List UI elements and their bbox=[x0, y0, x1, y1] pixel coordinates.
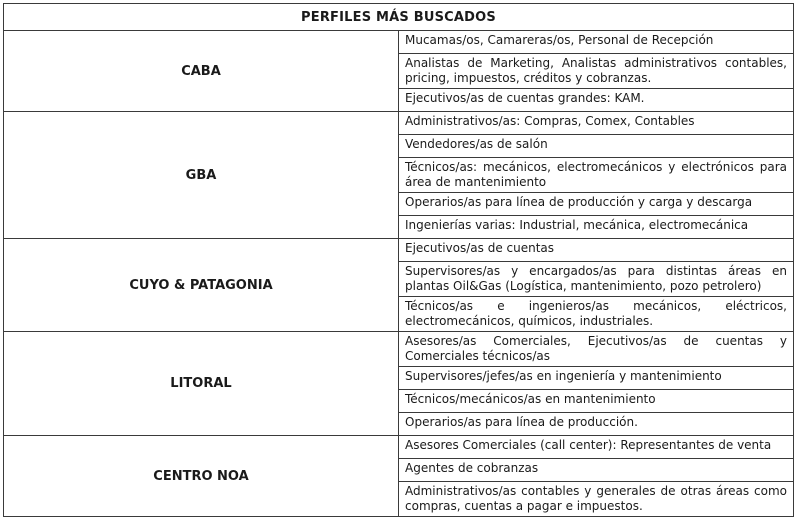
profile-item: Asesores Comerciales (call center): Representantes de venta bbox=[399, 436, 794, 459]
table-title: PERFILES MÁS BUSCADOS bbox=[4, 4, 794, 31]
profile-item: Técnicos/mecánicos/as en mantenimiento bbox=[399, 390, 794, 413]
profile-item: Técnicos/as: mecánicos, electromecánicos y electrónicos para área de mantenimiento bbox=[399, 158, 794, 193]
table-row bbox=[4, 239, 794, 262]
profile-item: Operarios/as para línea de producción. bbox=[399, 413, 794, 436]
region-centro-noa: CENTRO NOA bbox=[4, 436, 399, 517]
region-litoral: LITORAL bbox=[4, 332, 399, 436]
region-gba: GBA bbox=[4, 112, 399, 239]
table-header-row bbox=[4, 4, 794, 31]
table-row bbox=[4, 31, 794, 54]
profile-item: Operarios/as para línea de producción y carga y descarga bbox=[399, 193, 794, 216]
profile-item: Administrativos/as contables y generales de otras áreas como compras, cuentas a pagar e impuestos. bbox=[399, 482, 794, 517]
profile-item: Supervisores/as y encargados/as para distintas áreas en plantas Oil&Gas (Logística, mantenimiento, pozo petrolero) bbox=[399, 262, 794, 297]
table-row bbox=[4, 436, 794, 459]
profile-item: Ejecutivos/as de cuentas grandes: KAM. bbox=[399, 89, 794, 112]
region-cuyo-patagonia: CUYO & PATAGONIA bbox=[4, 239, 399, 332]
profiles-table bbox=[3, 3, 794, 517]
table-row bbox=[4, 332, 794, 367]
profile-item: Administrativos/as: Compras, Comex, Contables bbox=[399, 112, 794, 135]
profile-item: Supervisores/jefes/as en ingeniería y mantenimiento bbox=[399, 367, 794, 390]
profile-item: Mucamas/os, Camareras/os, Personal de Recepción bbox=[399, 31, 794, 54]
table-row bbox=[4, 112, 794, 135]
region-caba: CABA bbox=[4, 31, 399, 112]
profile-item: Asesores/as Comerciales, Ejecutivos/as de cuentas y Comerciales técnicos/as bbox=[399, 332, 794, 367]
profile-item: Analistas de Marketing, Analistas administrativos contables, pricing, impuestos, créditos y cobranzas. bbox=[399, 54, 794, 89]
profile-item: Agentes de cobranzas bbox=[399, 459, 794, 482]
profile-item: Ejecutivos/as de cuentas bbox=[399, 239, 794, 262]
profile-item: Técnicos/as e ingenieros/as mecánicos, eléctricos, electromecánicos, químicos, industriales. bbox=[399, 297, 794, 332]
profiles-table-container bbox=[3, 3, 794, 513]
profile-item: Ingenierías varias: Industrial, mecánica, electromecánica bbox=[399, 216, 794, 239]
profile-item: Vendedores/as de salón bbox=[399, 135, 794, 158]
